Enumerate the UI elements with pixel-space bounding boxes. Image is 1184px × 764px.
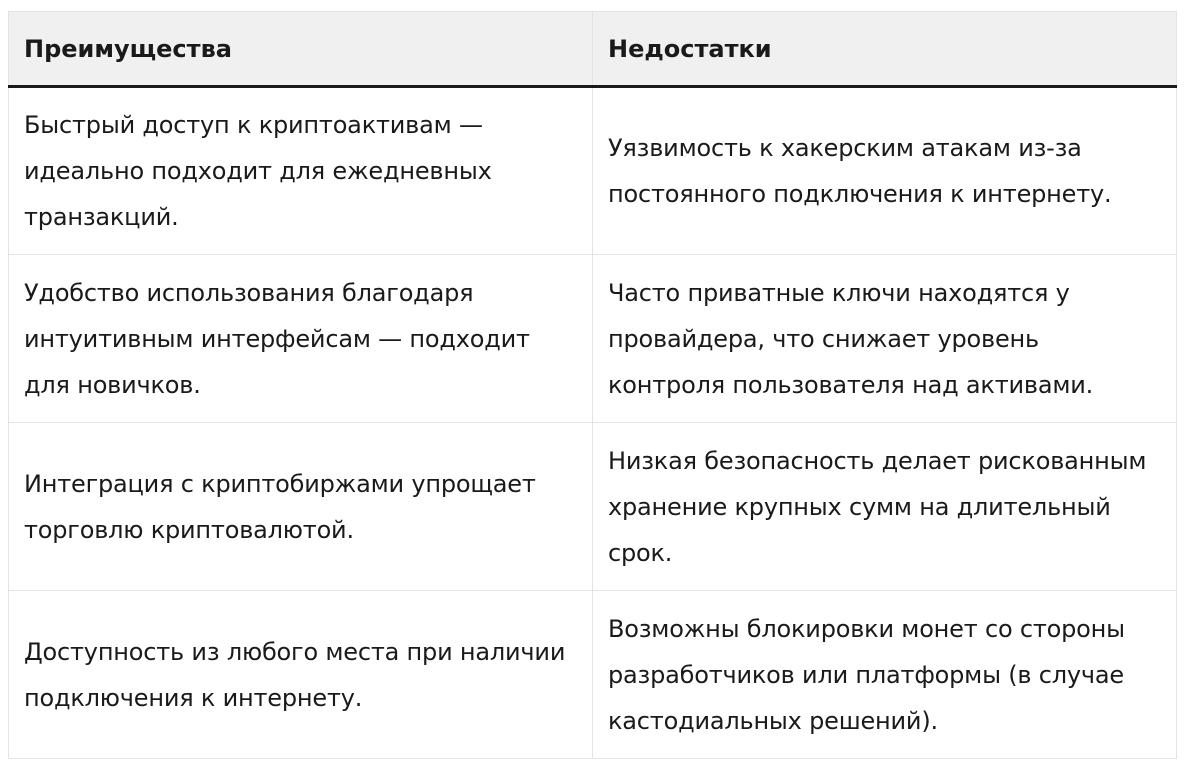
header-row	[9, 12, 1177, 87]
disadvantage-cell: Возможны блокировки монет со стороны разработчиков или платформы (в случае кастодиальных решений).	[593, 591, 1177, 759]
table-row	[9, 591, 1177, 759]
table-row	[9, 255, 1177, 423]
table-row	[9, 423, 1177, 591]
table-body	[9, 87, 1177, 759]
table-header	[9, 12, 1177, 87]
advantage-cell: Удобство использования благодаря интуитивным интерфейсам — подходит для новичков.	[9, 255, 593, 423]
advantage-cell: Интеграция с криптобиржами упрощает торговлю криптовалютой.	[9, 423, 593, 591]
advantage-cell: Быстрый доступ к криптоактивам — идеально подходит для ежедневных транзакций.	[9, 87, 593, 255]
header-advantages: Преимущества	[9, 12, 593, 87]
disadvantage-cell: Уязвимость к хакерским атакам из-за постоянного подключения к интернету.	[593, 87, 1177, 255]
disadvantage-cell: Низкая безопасность делает рискованным хранение крупных сумм на длительный срок.	[593, 423, 1177, 591]
table-row	[9, 87, 1177, 255]
advantage-cell: Доступность из любого места при наличии подключения к интернету.	[9, 591, 593, 759]
header-disadvantages: Недостатки	[593, 12, 1177, 87]
disadvantage-cell: Часто приватные ключи находятся у провайдера, что снижает уровень контроля пользователя над активами.	[593, 255, 1177, 423]
comparison-table-container	[8, 11, 1176, 759]
pros-cons-table	[8, 11, 1177, 759]
